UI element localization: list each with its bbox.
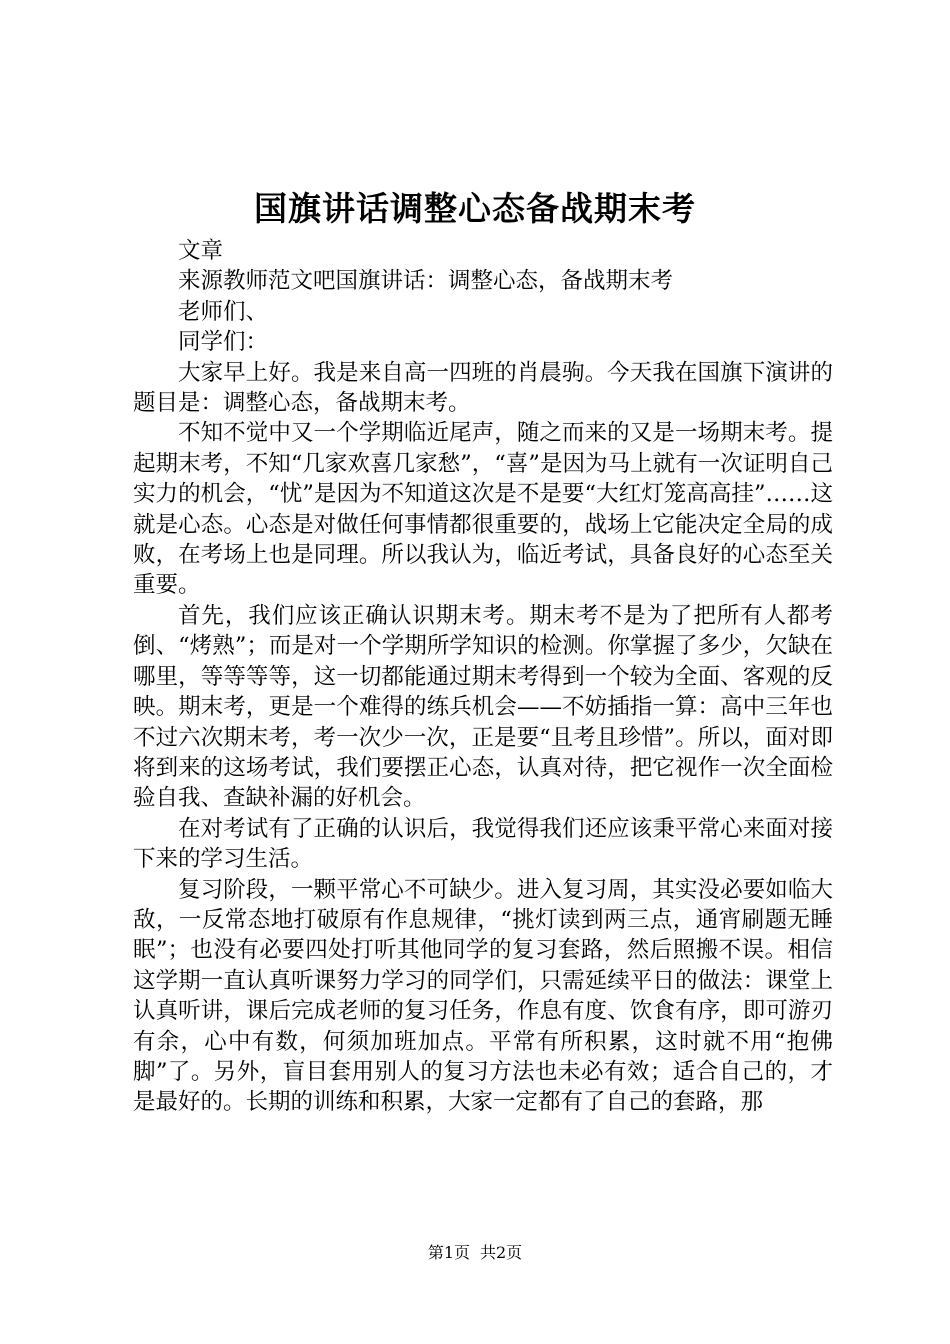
page-total: 共2页 (480, 1243, 523, 1262)
paragraph: 同学们： (178, 329, 269, 356)
page-footer (0, 1242, 950, 1264)
page-number: 第1页 (427, 1243, 470, 1262)
paragraph: 不知不觉中又一个学期临近尾声，随之而来的又是一场期末考。提起期末考，不知“几家欢喜几家愁”，“喜”是因为马上就有一次证明自己实力的机会，“忧”是因为不知道这次是不是要“大红灯笼高高挂”……这就是心态。心态是对做任何事情都很重要的，战场上它能决定全局的成败，在考场上也是同理。所以我认为，临近考试，具备良好的心态至关重要。 (133, 420, 833, 599)
paragraph: 来源教师范文吧国旗讲话：调整心态，备战期末考 (178, 268, 674, 295)
paragraph: 文章 (178, 238, 224, 264)
paragraph: 老师们、 (178, 298, 269, 325)
paragraph: 首先，我们应该正确认识期末考。期末考不是为了把所有人都考倒、“烤熟”；而是对一个学期所学知识的检测。你掌握了多少，欠缺在哪里，等等等等，这一切都能通过期末考得到一个较为全面、客观的反映。期末考，更是一个难得的练兵机会——不妨插指一算：高中三年也不过六次期末考，考一次少一次，正是要“且考且珍惜”。所以，面对即将到来的这场考试，我们要摆正心态，认真对待，把它视作一次全面检验自我、查缺补漏的好机会。 (133, 602, 833, 812)
paragraph: 复习阶段，一颗平常心不可缺少。进入复习周，其实没必要如临大敌，一反常态地打破原有作息规律，“挑灯读到两三点，通宵刷题无睡眠”；也没有必要四处打听其他同学的复习套路，然后照搬不误。相信这学期一直认真听课努力学习的同学们，只需延续平日的做法：课堂上认真听讲，课后完成老师的复习任务，作息有度、饮食有序，即可游刃有余，心中有数，何须加班加点。平常有所积累，这时就不用“抱佛脚”了。另外，盲目套用别人的复习方法也未必有效；适合自己的，才是最好的。长期的训练和积累，大家一定都有了自己的套路，那 (133, 876, 833, 1116)
document-body (133, 236, 833, 1118)
paragraph: 大家早上好。我是来自高一四班的肖晨驹。今天我在国旗下演讲的题目是：调整心态，备战期末考。 (133, 359, 833, 417)
paragraph: 在对考试有了正确的认识后，我觉得我们还应该秉平常心来面对接下来的学习生活。 (133, 815, 833, 873)
document-title: 国旗讲话调整心态备战期末考 (254, 189, 696, 228)
